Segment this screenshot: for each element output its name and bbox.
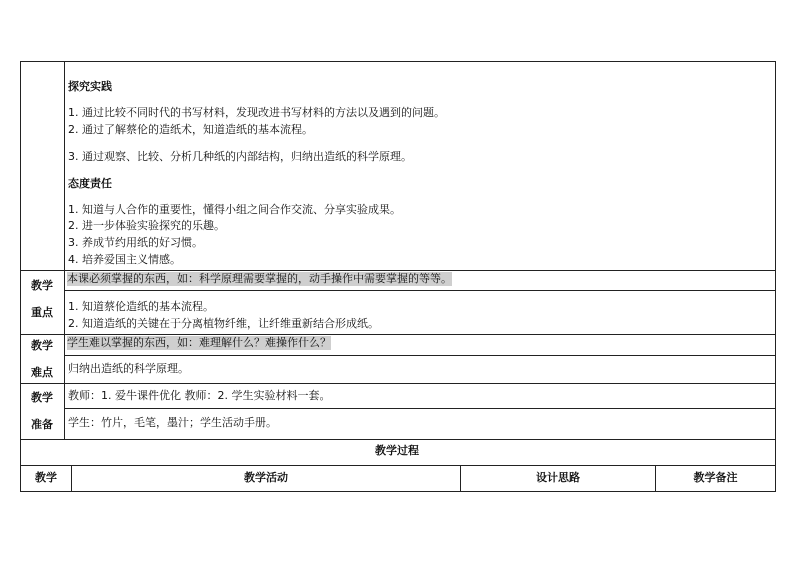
- preparation-student: 学生：竹片，毛笔，墨汁；学生活动手册。: [68, 416, 277, 429]
- attitude-heading: 态度责任: [68, 177, 112, 190]
- attitude-item-1: 1. 知道与人合作的重要性，懂得小组之间合作交流、分享实验成果。: [68, 203, 401, 216]
- attitude-item-4: 4. 培养爱国主义情感。: [68, 253, 181, 266]
- subrow-divider-key-points: [64, 290, 776, 291]
- inquiry-item-1: 1. 通过比较不同时代的书写材料，发现改进书写材料的方法以及遇到的问题。: [68, 106, 445, 119]
- difficult-points-hint: 学生难以掌握的东西，如：难理解什么？难操作什么？: [67, 336, 331, 349]
- row-divider-process-title: [20, 439, 776, 440]
- difficult-points-content: 归纳出造纸的科学原理。: [68, 362, 189, 375]
- table-border-right: [775, 61, 776, 492]
- preparation-teacher: 教师：1. 爱牛课件优化 教师：2. 学生实验材料一套。: [68, 389, 331, 402]
- table-border-top: [20, 61, 776, 62]
- process-col-design: 设计思路: [536, 471, 580, 484]
- difficult-points-label-1: 教学: [31, 339, 53, 352]
- key-points-label-2: 重点: [31, 306, 53, 319]
- subrow-divider-preparation: [64, 408, 776, 409]
- table-border-bottom: [20, 491, 776, 492]
- key-points-hint: 本课必须掌握的东西，如：科学原理需要掌握的，动手操作中需要掌握的等等。: [67, 272, 452, 285]
- attitude-item-3: 3. 养成节约用纸的好习惯。: [68, 236, 203, 249]
- key-points-label-1: 教学: [31, 279, 53, 292]
- attitude-item-2: 2. 进一步体验实验探究的乐趣。: [68, 219, 225, 232]
- row-divider-preparation: [20, 383, 776, 384]
- preparation-label-2: 准备: [31, 418, 53, 431]
- inquiry-item-2: 2. 通过了解蔡伦的造纸术，知道造纸的基本流程。: [68, 123, 313, 136]
- key-points-item-1: 1. 知道蔡伦造纸的基本流程。: [68, 300, 214, 313]
- subrow-divider-difficult: [64, 355, 776, 356]
- process-title: 教学过程: [375, 444, 419, 457]
- inquiry-item-3: 3. 通过观察、比较、分析几种纸的内部结构，归纳出造纸的科学原理。: [68, 150, 412, 163]
- key-points-item-2: 2. 知道造纸的关键在于分离植物纤维，让纤维重新结合形成纸。: [68, 317, 379, 330]
- inquiry-heading: 探究实践: [68, 80, 112, 93]
- table-border-left: [20, 61, 21, 492]
- process-col-activities: 教学活动: [244, 471, 288, 484]
- preparation-label-1: 教学: [31, 391, 53, 404]
- process-col-notes: 教学备注: [693, 471, 738, 484]
- process-col-teaching: 教学: [35, 471, 57, 484]
- row-divider-process-header: [20, 465, 776, 466]
- row-divider-key-points: [20, 270, 776, 271]
- difficult-points-label-2: 难点: [31, 366, 53, 379]
- row-divider-difficult: [20, 334, 776, 335]
